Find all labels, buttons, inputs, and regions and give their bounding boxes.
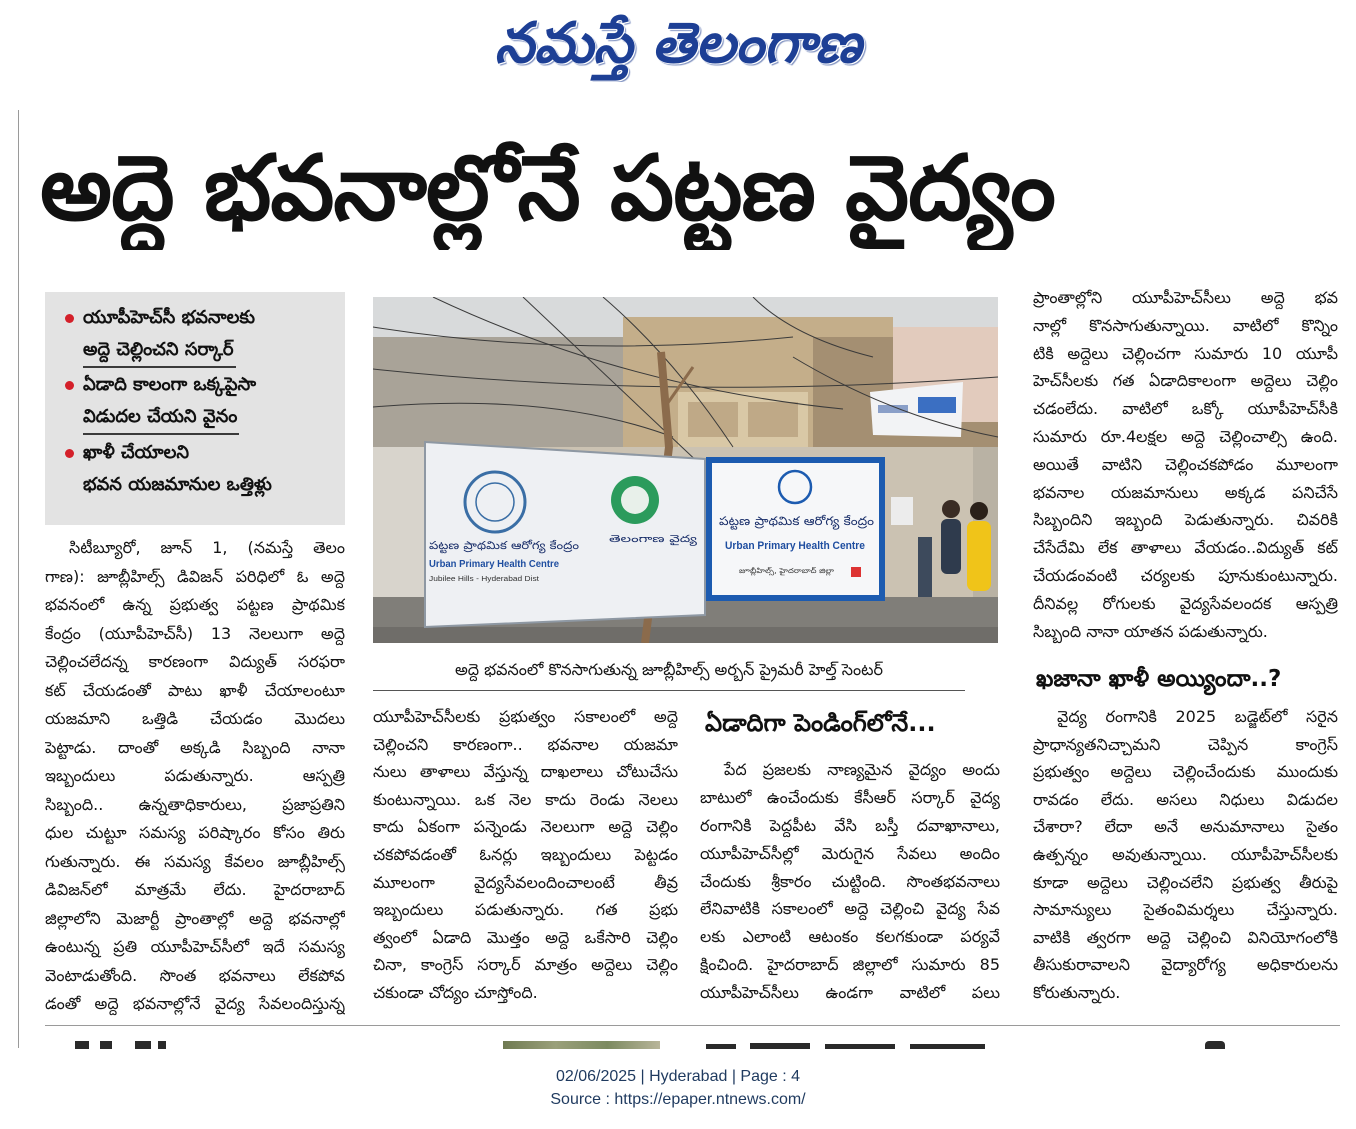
- text-line: నాల్లో కొనసాగుతున్నాయి. వాటిలో కొన్నిం: [1033, 315, 1338, 335]
- text-line: ప్రాధాన్యతనిచ్చామని చెప్పిన కాంగ్రెస్: [1033, 734, 1338, 754]
- text-line: కుంటున్నాయి. ఒక నెల కాదు రెండు నెలలు: [373, 789, 678, 809]
- next-article-fragment: [158, 1041, 166, 1049]
- text-line: కోరుతున్నారు.: [1033, 982, 1121, 1002]
- text-line: చడంలేదు. వాటిలో ఒక్కో యూపీహెచ్‌సీకి: [1033, 399, 1338, 419]
- text-line: చినా, కాంగ్రెస్ సర్కార్ మాత్రం అద్దెలు చెల్లిం: [373, 955, 678, 975]
- text-line: యూపీహెచ్‌సీలు ఉండగా వాటిలో పలు: [700, 983, 1000, 1003]
- text-line: ప్రభుత్వం అద్దెలు చెల్లించేందుకు ముందుకు: [1033, 762, 1338, 782]
- text-line: చేందుకు శ్రీకారం చుట్టింది. సొంతభవనాలు: [700, 871, 1000, 891]
- next-article-fragment: [1205, 1041, 1225, 1049]
- pending-section-text: [700, 756, 1000, 1012]
- text-line: వెంటాడుతోంది. సొంత భవనాలు లేకపోవ: [45, 965, 345, 985]
- text-line: ఉంటున్న ప్రతి యూపీహెచ్‌సీలో ఇదే సమస్య: [45, 937, 345, 956]
- text-line: చకపోవడంతో ఓనర్లు ఇబ్బందులు పెట్టడం: [373, 844, 678, 864]
- text-line: డివిజన్‌లో మాత్రమే లేదు. హైదరాబాద్: [45, 880, 345, 899]
- middle-sign-telugu-text: తెలంగాణ వైద్య: [609, 534, 669, 545]
- text-line: భవనాల యజమానులు అక్కడ పనిచేసే: [1033, 482, 1338, 502]
- text-line: యజమాని ఒత్తిడి చేయడం మొదలు: [45, 709, 345, 728]
- text-line: చేశారా? లేదా అనే అనుమానాలు సైతం: [1033, 817, 1338, 837]
- text-line: ఉత్పన్నం అవుతున్నాయి. యూపీహెచ్‌సీలకు: [1033, 844, 1338, 864]
- middle-column-text: [373, 703, 678, 1013]
- text-line: వైద్య రంగానికి 2025 బడ్జెట్‌లో సరైన: [1057, 707, 1338, 726]
- right-column-text: [1033, 284, 1338, 649]
- next-article-fragment: [750, 1043, 810, 1049]
- text-line: రావడం లేదు. అసలు నిధులు విడుదల: [1033, 789, 1338, 809]
- left-sign-location-text: Jubilee Hills - Hyderabad Dist: [429, 576, 540, 583]
- text-line: మూలంగా వైద్యసేవలందించాలంటే తీవ్ర: [373, 872, 678, 892]
- text-line: సుమారు రూ.4లక్షల అద్దె చెల్లించాల్సి ఉంది.: [1033, 426, 1338, 446]
- text-line: లకు ఎలాంటి ఆటంకం కలగకుండా పర్యవే: [700, 927, 1000, 947]
- pending-section-heading: ఏడాదిగా పెండింగ్‌లోనే...: [705, 709, 936, 737]
- text-line: యూపీహెచ్‌సీల్లో మెరుగైన సేవలు అందిం: [700, 843, 1000, 863]
- left-sign-english-text: Urban Primary Health Centre: [429, 558, 560, 570]
- footer-date-line: 02/06/2025 | Hyderabad | Page : 4: [555, 1068, 801, 1085]
- text-line: జిల్లాలోని మెజార్టీ ప్రాంతాల్లో అద్దె భవనాల్లో: [45, 908, 345, 928]
- text-line: లేనివాటికి సకాలంలో అద్దె చెల్లించి వైద్య సేవ: [700, 899, 1000, 919]
- text-line: ప్రాంతాల్లోని యూపీహెచ్‌సీలు అద్దె భవ: [1033, 288, 1338, 307]
- text-line: గుతున్నారు. ఈ సమస్య కేవలం జూబ్లీహిల్స్: [45, 851, 345, 871]
- text-line: ఇబ్బందులు పడుతున్నారు. ఆస్పత్రి: [45, 766, 345, 785]
- text-line: సిటీబ్యూరో, జూన్ 1, (నమస్తే తెలం: [69, 538, 345, 557]
- text-line: చేసేదేమి లేక తాళాలు వేయడం..విద్యుత్ కట్: [1033, 538, 1338, 558]
- text-line: టికి అద్దెలు చెల్లించగా సుమారు 10 యూపీ: [1033, 343, 1338, 363]
- bullet-dot: [65, 314, 74, 323]
- highlight-line: ఏడాది కాలంగా ఒక్కపైసా: [83, 374, 257, 395]
- article-headline: అద్దె భవనాల్లోనే పట్టణ వైద్యం: [40, 136, 1055, 241]
- text-line: బాటులో ఉంచేందుకు కేసీఆర్ సర్కార్ వైద్య: [700, 787, 1000, 807]
- text-line: వాటికి త్వరగా అద్దె చెల్లించి వినియోగంలోకి: [1033, 927, 1338, 947]
- highlight-item: [45, 437, 345, 503]
- health-centre-photo-illustration: [373, 297, 998, 643]
- next-article-fragment: [135, 1041, 151, 1049]
- text-line: రంగానికి పెద్దపీట వేసి బస్తీ దవాఖానాలు,: [700, 815, 1000, 835]
- next-article-fragment: [825, 1044, 895, 1049]
- bottom-divider: [45, 1025, 1340, 1026]
- text-line: సిబ్బంది.. ఉన్నతాధికారులు, ప్రజాప్రతిని: [45, 794, 345, 814]
- highlight-line: భవన యజమానుల ఒత్తిళ్లు: [83, 474, 272, 495]
- right-sign-telugu-text: పట్టణ ప్రాథమిక ఆరోగ్య కేంద్రం: [719, 514, 857, 528]
- next-article-fragment: [75, 1041, 89, 1049]
- text-line: తీసుకురావాలని వైద్యారోగ్య అధికారులను: [1033, 955, 1338, 975]
- text-line: పేద ప్రజలకు నాణ్యమైన వైద్యం అందు: [724, 760, 1000, 779]
- text-line: గాణ): జూబ్లీహిల్స్ డివిజన్ పరిధిలో ఓ అద్దె: [45, 566, 345, 586]
- left-column-text: [45, 534, 345, 1024]
- highlight-line: యూపీహెచ్‌సీ భవనాలకు: [83, 307, 255, 328]
- text-line: పెట్టాడు. దాంతో అక్కడి సిబ్బంది నానా: [45, 737, 345, 757]
- text-line: సిబ్బంది నానా యాతన పడుతున్నారు.: [1033, 621, 1268, 641]
- next-article-fragment: [910, 1044, 985, 1049]
- person-figure: [941, 500, 961, 574]
- highlight-item: [45, 302, 345, 368]
- article-photo: [373, 297, 998, 643]
- text-line: కాదు ఏకంగా పన్నెండు నెలలుగా అద్దె చెల్లిం: [373, 817, 678, 837]
- text-line: చేయడంవంటి చర్యలకు పూనుకుంటున్నారు.: [1033, 565, 1338, 585]
- text-line: అయితే వాటిని చెల్లించకపోడం మూలంగా: [1033, 454, 1338, 474]
- newspaper-masthead-logo: నమస్తే తెలంగాణ: [494, 11, 862, 76]
- text-line: భవనంలో ఉన్న ప్రభుత్వ పట్టణ ప్రాథమిక: [45, 595, 345, 614]
- treasury-section-text: [1033, 703, 1338, 1013]
- text-line: చెల్లించని కారణంగా.. భవనాల యజమా: [373, 734, 678, 754]
- text-line: సామాన్యులు సైతంవిమర్శలు చేస్తున్నారు.: [1033, 900, 1338, 920]
- highlights-box: [45, 292, 345, 525]
- text-line: త్వంలో ఏడాది మొత్తం అద్దె ఒకేసారి చెల్లిం: [373, 927, 678, 947]
- right-sign-english-text: Urban Primary Health Centre: [725, 540, 865, 552]
- bullet-dot: [65, 449, 74, 458]
- caption-underline: [373, 690, 965, 691]
- highlight-line: ఖాళీ చేయాలని: [83, 442, 190, 463]
- next-article-fragment: [706, 1044, 736, 1049]
- highlight-line: అద్దె చెల్లించని సర్కార్: [83, 334, 236, 368]
- text-line: చెల్లించలేదన్న కారణంగా విద్యుత్ సరఫరా: [45, 652, 345, 671]
- text-line: హెచ్‌సీలకు గత ఏడాదికాలంగా అద్దెలు చెల్లిం: [1033, 371, 1338, 391]
- footer-source-line: Source : https://epaper.ntnews.com/: [550, 1091, 806, 1108]
- text-line: క్షించింది. హైదరాబాద్ జిల్లాలో సుమారు 85: [700, 955, 1000, 975]
- text-line: డంతో అద్దె భవనాల్లోనే వైద్య సేవలందిస్తున్న: [45, 994, 345, 1013]
- text-line: ధుల చుట్టూ సమస్య పరిష్కారం కోసం తిరు: [45, 823, 345, 842]
- text-line: కూడా అద్దెలు చెల్లించలేని ప్రభుత్వ తీరుపై: [1033, 872, 1338, 892]
- right-sign-location-text: జూబ్లీహిల్స్, హైదరాబాద్ జిల్లా: [739, 567, 819, 575]
- text-line: చకుండా చోద్యం చూస్తోంది.: [373, 982, 538, 1002]
- bullet-dot: [65, 381, 74, 390]
- highlight-item: [45, 369, 345, 435]
- text-line: దీనివల్ల రోగులకు వైద్యసేవలందక ఆస్పత్రి: [1033, 593, 1338, 613]
- text-line: సిబ్బందిని ఇబ్బంది పెడుతున్నారు. చివరికి: [1033, 510, 1338, 530]
- text-line: ఇబ్బందులు పడుతున్నారు. గత ప్రభు: [373, 900, 678, 920]
- page-left-border: [18, 110, 19, 1048]
- text-line: కట్ చేయడంతో పాటు ఖాళీ చేయాలంటూ: [45, 680, 345, 700]
- next-article-photo-fragment: [503, 1041, 660, 1049]
- left-sign-telugu-text: పట్టణ ప్రాథమిక ఆరోగ్య కేంద్రం: [429, 539, 556, 552]
- treasury-section-heading: ఖజానా ఖాళీ అయ్యిందా..?: [1036, 666, 1282, 692]
- highlight-line: విడుదల చేయని వైనం: [83, 401, 239, 435]
- text-line: యూపీహెచ్‌సీలకు ప్రభుత్వం సకాలంలో అద్దె: [373, 707, 678, 726]
- text-line: కేంద్రం (యూపీహెచ్‌సీ) 13 నెలలుగా అద్దె: [45, 623, 345, 643]
- text-line: నులు తాళాలు వేస్తున్న దాఖలాలు చోటుచేసు: [373, 762, 678, 782]
- photo-caption: అద్దె భవనంలో కొనసాగుతున్న జూబ్లీహిల్స్ అర్బన్ ప్రైమరీ హెల్త్ సెంటర్: [455, 660, 883, 679]
- next-article-fragment: [100, 1041, 112, 1049]
